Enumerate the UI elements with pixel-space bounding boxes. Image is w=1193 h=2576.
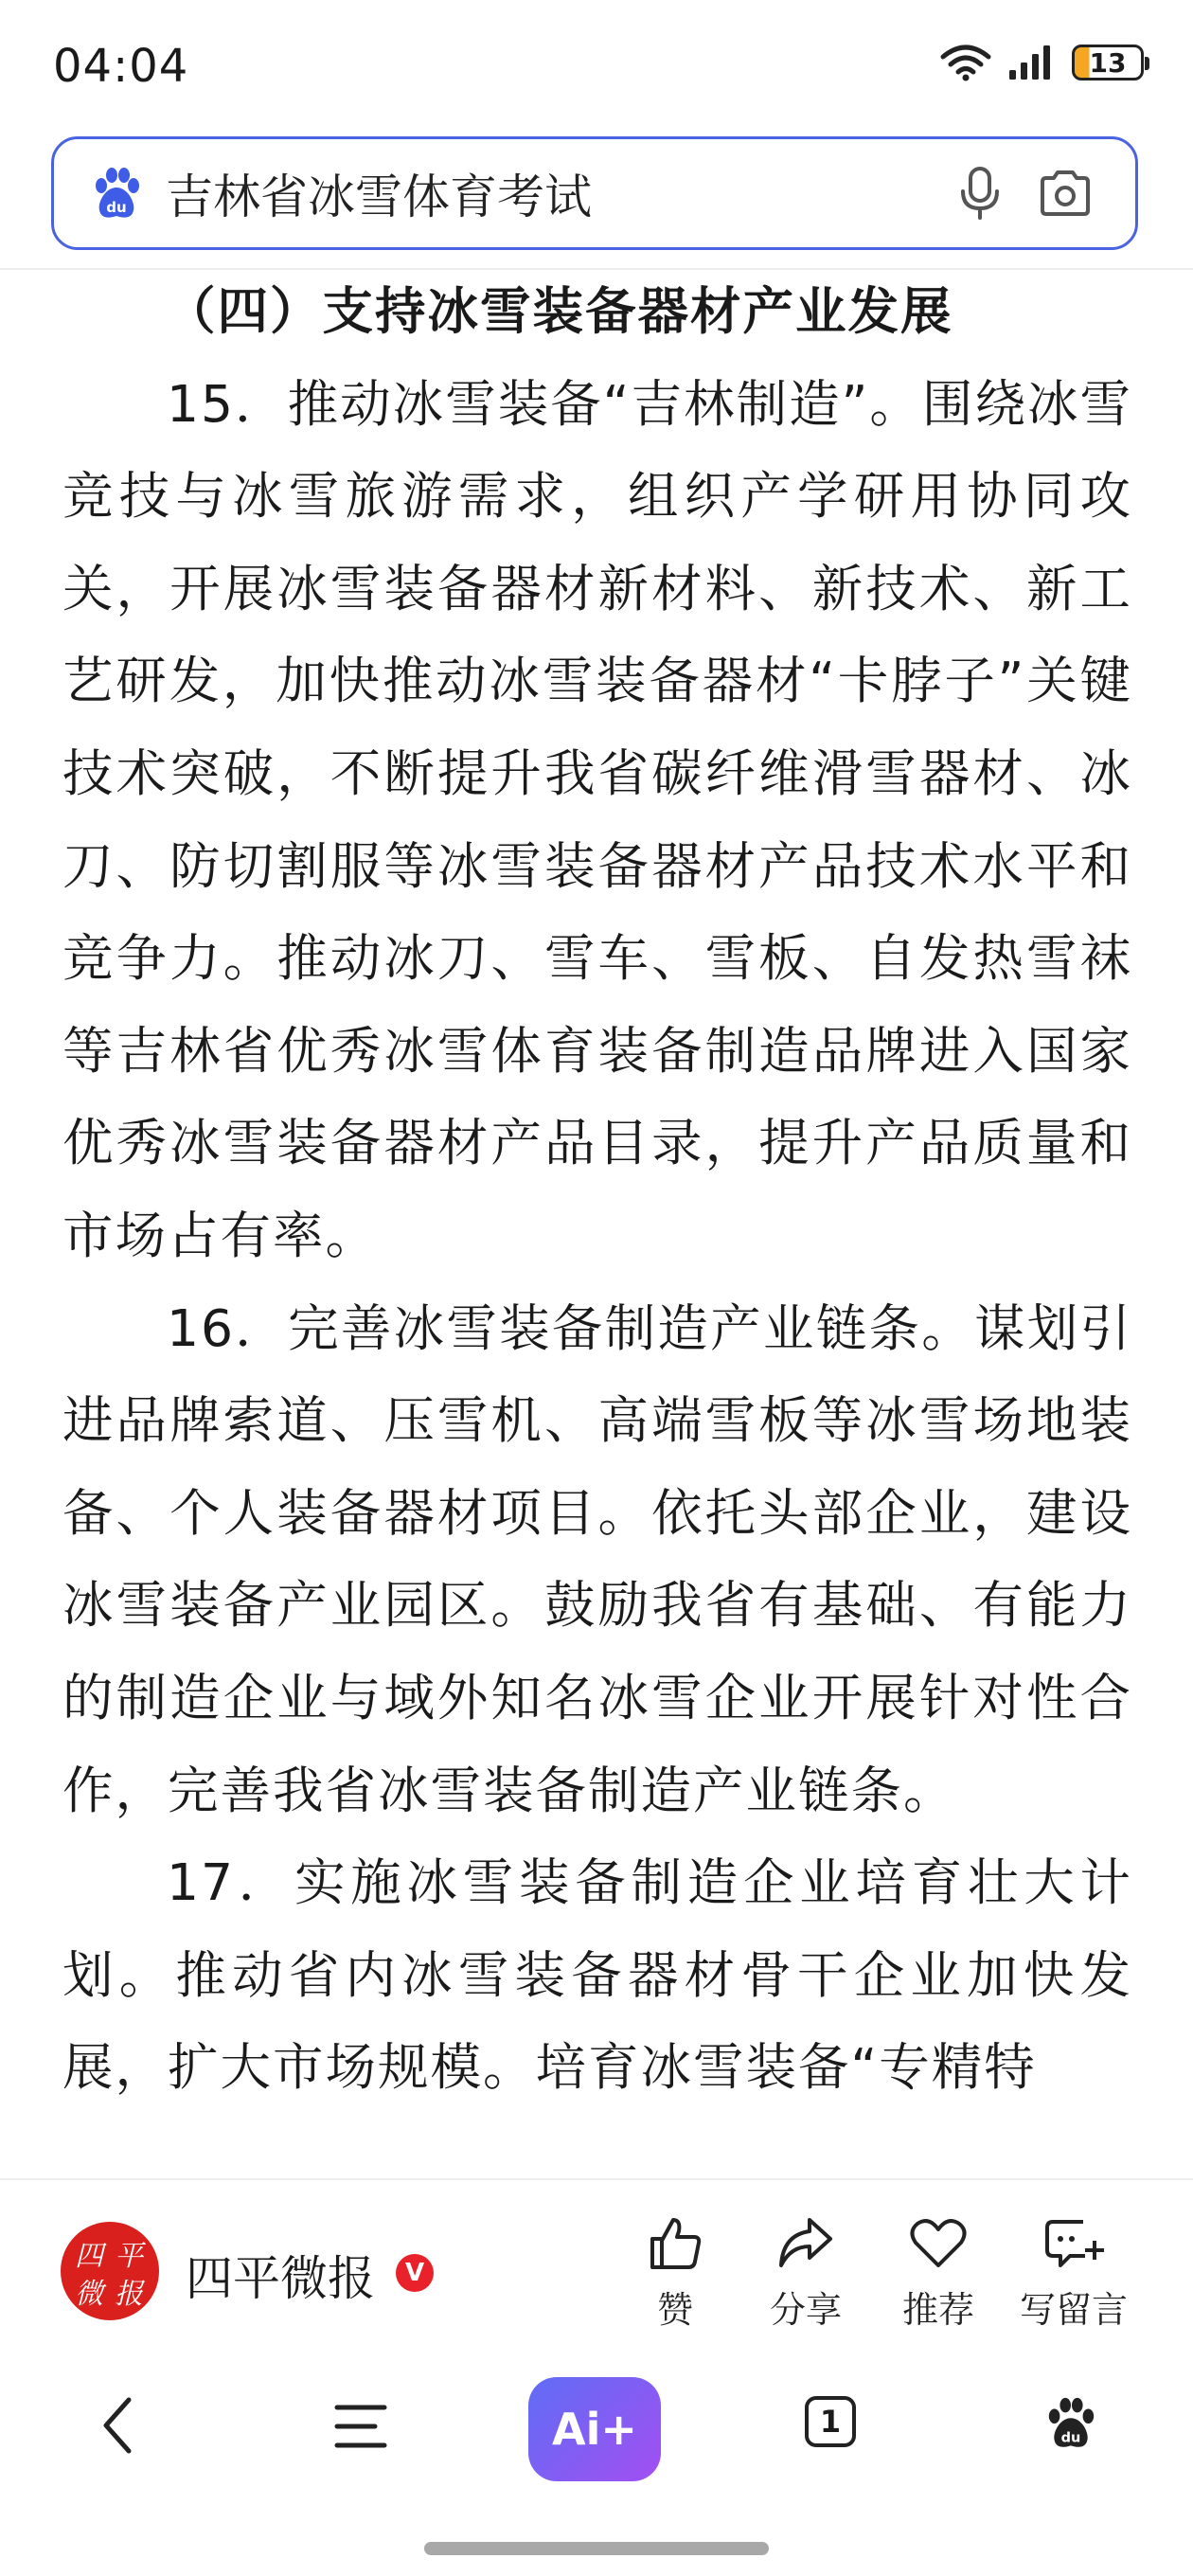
svg-text:四: 四 bbox=[75, 2240, 103, 2273]
camera-icon[interactable] bbox=[1037, 167, 1094, 220]
browser-nav-bar bbox=[0, 2349, 1193, 2510]
thumbs-up-icon bbox=[645, 2214, 705, 2271]
like-label: 赞 bbox=[656, 2289, 693, 2331]
ai-assistant-button[interactable]: Ai+ bbox=[528, 2377, 661, 2481]
back-arrow-icon[interactable] bbox=[98, 2394, 136, 2457]
tab-count-button[interactable]: 1 bbox=[805, 2396, 856, 2447]
recommend-label: 推荐 bbox=[901, 2289, 974, 2331]
menu-icon[interactable] bbox=[333, 2404, 388, 2449]
svg-text:du: du bbox=[1060, 2430, 1081, 2446]
wifi-icon bbox=[939, 44, 992, 81]
status-bar bbox=[0, 0, 1193, 133]
baidu-paw-icon bbox=[88, 165, 145, 222]
recommend-button[interactable] bbox=[886, 2214, 990, 2333]
article-action-bar bbox=[0, 2178, 1193, 2341]
section-heading: （四）支持冰雪装备器材产业发展 bbox=[165, 281, 953, 341]
write-comment-label: 写留言 bbox=[1019, 2289, 1128, 2331]
battery-indicator: 13 bbox=[1072, 45, 1144, 80]
svg-text:平: 平 bbox=[115, 2240, 143, 2273]
share-icon bbox=[775, 2214, 836, 2271]
author-avatar[interactable] bbox=[61, 2222, 159, 2320]
svg-text:微: 微 bbox=[75, 2278, 103, 2311]
share-button[interactable] bbox=[754, 2214, 858, 2333]
search-query[interactable]: 吉林省冰雪体育考试 bbox=[166, 170, 592, 224]
home-indicator[interactable] bbox=[424, 2542, 769, 2555]
paragraph-16: 16．完善冰雪装备制造产业链条。谋划引进品牌索道、压雪机、高端雪板等冰雪场地装备、个人装备器材项目。依托头部企业，建设冰雪装备产业园区。鼓励我省有基础、有能力的制造企业与域外知名冰雪企业开展针对性合作，完善我省冰雪装备制造产业链条。 bbox=[62, 1297, 1132, 1820]
sipingweibao-logo bbox=[61, 2222, 159, 2320]
article-body bbox=[62, 265, 1132, 2114]
comment-plus-icon bbox=[1043, 2214, 1104, 2271]
microphone-icon[interactable] bbox=[955, 165, 1005, 222]
write-comment-button[interactable] bbox=[1015, 2214, 1132, 2333]
verified-badge: V bbox=[396, 2254, 434, 2292]
svg-text:报: 报 bbox=[115, 2278, 143, 2311]
heart-icon bbox=[908, 2214, 969, 2271]
paragraph-17: 17．实施冰雪装备制造企业培育壮大计划。推动省内冰雪装备器材骨干企业加快发展，扩大市场规模。培育冰雪装备“专精特 bbox=[62, 1852, 1132, 2098]
paragraph-15: 15．推动冰雪装备“吉林制造”。围绕冰雪竞技与冰雪旅游需求，组织产学研用协同攻关，开展冰雪装备器材新材料、新技术、新工艺研发，加快推动冰雪装备器材“卡脖子”关键技术突破，不断提升我省碳纤维滑雪器材、冰刀、防切割服等冰雪装备器材产品技术水平和竞争力。推动冰刀、雪车、雪板、自发热雪袜等吉林省优秀冰雪体育装备制造品牌进入国家优秀冰雪装备器材产品目录，提升产品质量和市场占有率。 bbox=[62, 373, 1132, 1265]
baidu-home-icon[interactable] bbox=[1043, 2394, 1098, 2453]
author-name[interactable]: 四平微报 bbox=[186, 2251, 375, 2306]
status-time: 04:04 bbox=[53, 40, 189, 93]
svg-text:du: du bbox=[106, 199, 127, 216]
like-button[interactable] bbox=[623, 2214, 727, 2333]
status-icons bbox=[939, 44, 1144, 81]
share-label: 分享 bbox=[769, 2289, 842, 2331]
signal-icon bbox=[1007, 44, 1057, 81]
search-bar[interactable] bbox=[51, 136, 1138, 250]
